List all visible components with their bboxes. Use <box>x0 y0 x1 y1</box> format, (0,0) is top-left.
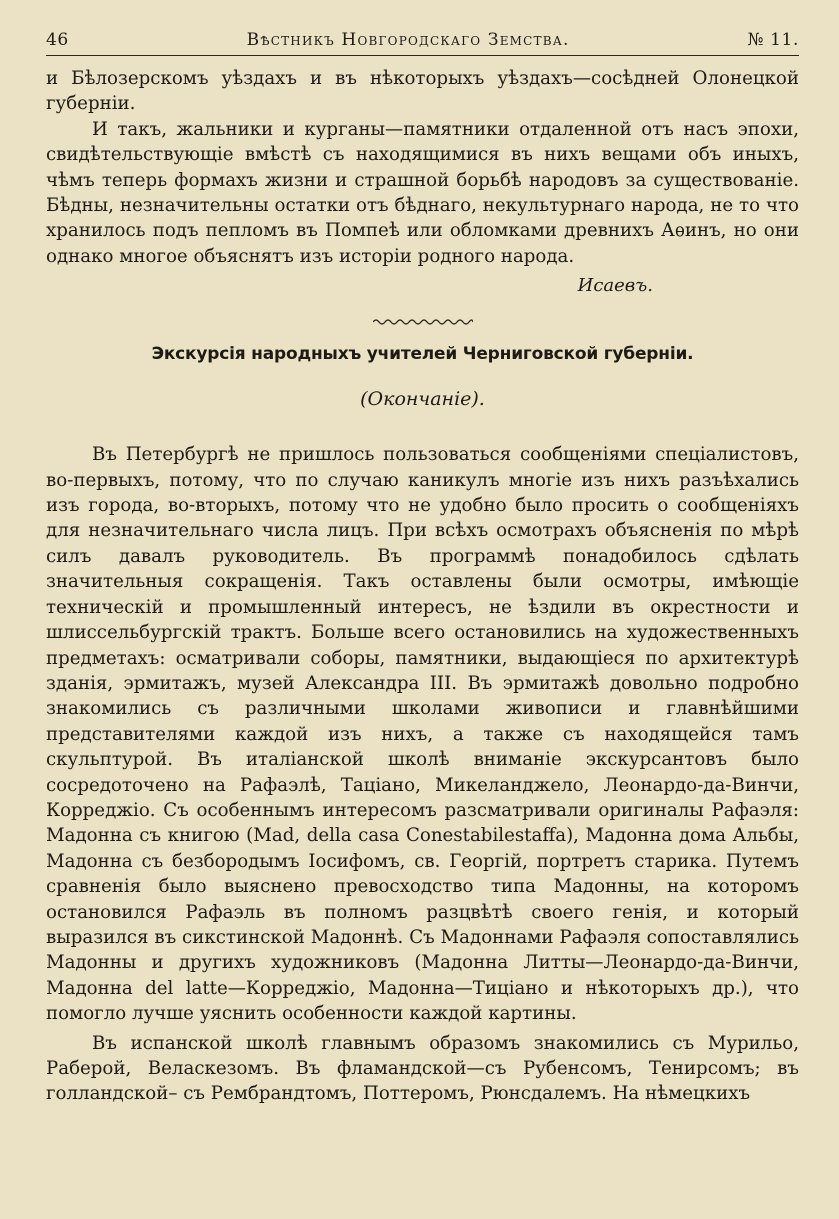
article-body <box>46 442 799 1107</box>
paragraph-continued: и Бѣлозерскомъ уѣздахъ и въ нѣкоторыхъ уѣздахъ—сосѣдней Олонецкой губерніи. <box>46 68 799 115</box>
author-signature: Исаевъ. <box>577 275 653 297</box>
journal-title: Вѣстникъ Новгородскаго Земства. <box>246 30 570 50</box>
paragraph: Въ испанской школѣ главнымъ образомъ знакомились съ Мурильо, Раберой, Веласкезомъ. Въ фламандской—съ Рубенсомъ, Тенирсомъ; въ голландской– съ Рембрандтомъ, Поттеромъ, Рюнсдалемъ. На нѣмецкихъ <box>46 1032 799 1105</box>
running-header <box>46 30 799 56</box>
article-title: Экскурсія народныхъ учителей Черниговской губерніи. <box>151 344 694 365</box>
article-subtitle: (Окончаніе). <box>360 388 485 411</box>
paragraph: И такъ, жальники и курганы—памятники отдаленной отъ насъ эпохи, свидѣтельствующіе вмѣстѣ съ находящимися въ нихъ вещами объ иныхъ, чѣмъ теперь формахъ жизни и страшной борьбѣ народовъ за существованіе. Бѣдны, незначительны остатки отъ бѣднаго, некультурнаго народа, не то что хранилось подъ пепломъ въ Помпеѣ или обломками древнихъ Аѳинъ, но они однако многое объяснятъ изъ исторіи родного народа. <box>46 118 799 267</box>
ornamental-divider <box>373 318 473 326</box>
previous-article <box>46 66 799 298</box>
page-number: 46 <box>46 30 69 50</box>
issue-number: № 11. <box>747 30 799 50</box>
paragraph: Въ Петербургѣ не пришлось пользоваться сообщеніями спеціалистовъ, во-первыхъ, потому, что по случаю каникулъ многіе изъ нихъ разъѣхались изъ города, во-вторыхъ, потому что не удобно было просить о сообщеніяхъ для незначительнаго числа лицъ. При всѣхъ осмотрахъ объясненія по мѣрѣ силъ давалъ руководитель. Въ программѣ понадобилось сдѣлать значительныя сокращенія. Такъ оставлены были осмотры, имѣющіе техническій и промышленный интересъ, не ѣздили въ окрестности и шлиссельбургскій трактъ. Больше всего остановились на художественныхъ предметахъ: осматривали соборы, памятники, выдающіеся по архитектурѣ зданія, эрмитажъ, музей Александра III. Въ эрмитажѣ довольно подробно знакомились съ различными школами живописи и главнѣйшими представителями каждой изъ нихъ, а также съ находящейся тамъ скульптурой. Въ италіанской школѣ вниманіе экскурсантовъ было сосредоточено на Рафаэлѣ, Таціано, Микеланджело, Леонардо-да-Винчи, Корреджіо. Съ особеннымъ интересомъ разсматривали оригиналы Рафаэля: Мадонна съ книгою (Mad, della casa Conestabilestaffa), Мадонна дома Альбы, Мадонна съ безбородымъ Іосифомъ, св. Георгій, портретъ старика. Путемъ сравненія было выяснено превосходство типа Мадонны, на которомъ остановился Рафаэль въ полномъ разцвѣтѣ своего генія, и который выразился въ сикстинской Мадоннѣ. Съ Мадоннами Рафаэля сопоставлялись Мадонны и другихъ художниковъ (Мадонна Литты—Леонардо-да-Винчи, Мадонна del latte—Корреджіо, Мадонна—Тиціано и нѣкоторыхъ др.), что помогло лучше уяснить особенности каждой картины. <box>46 444 799 1025</box>
